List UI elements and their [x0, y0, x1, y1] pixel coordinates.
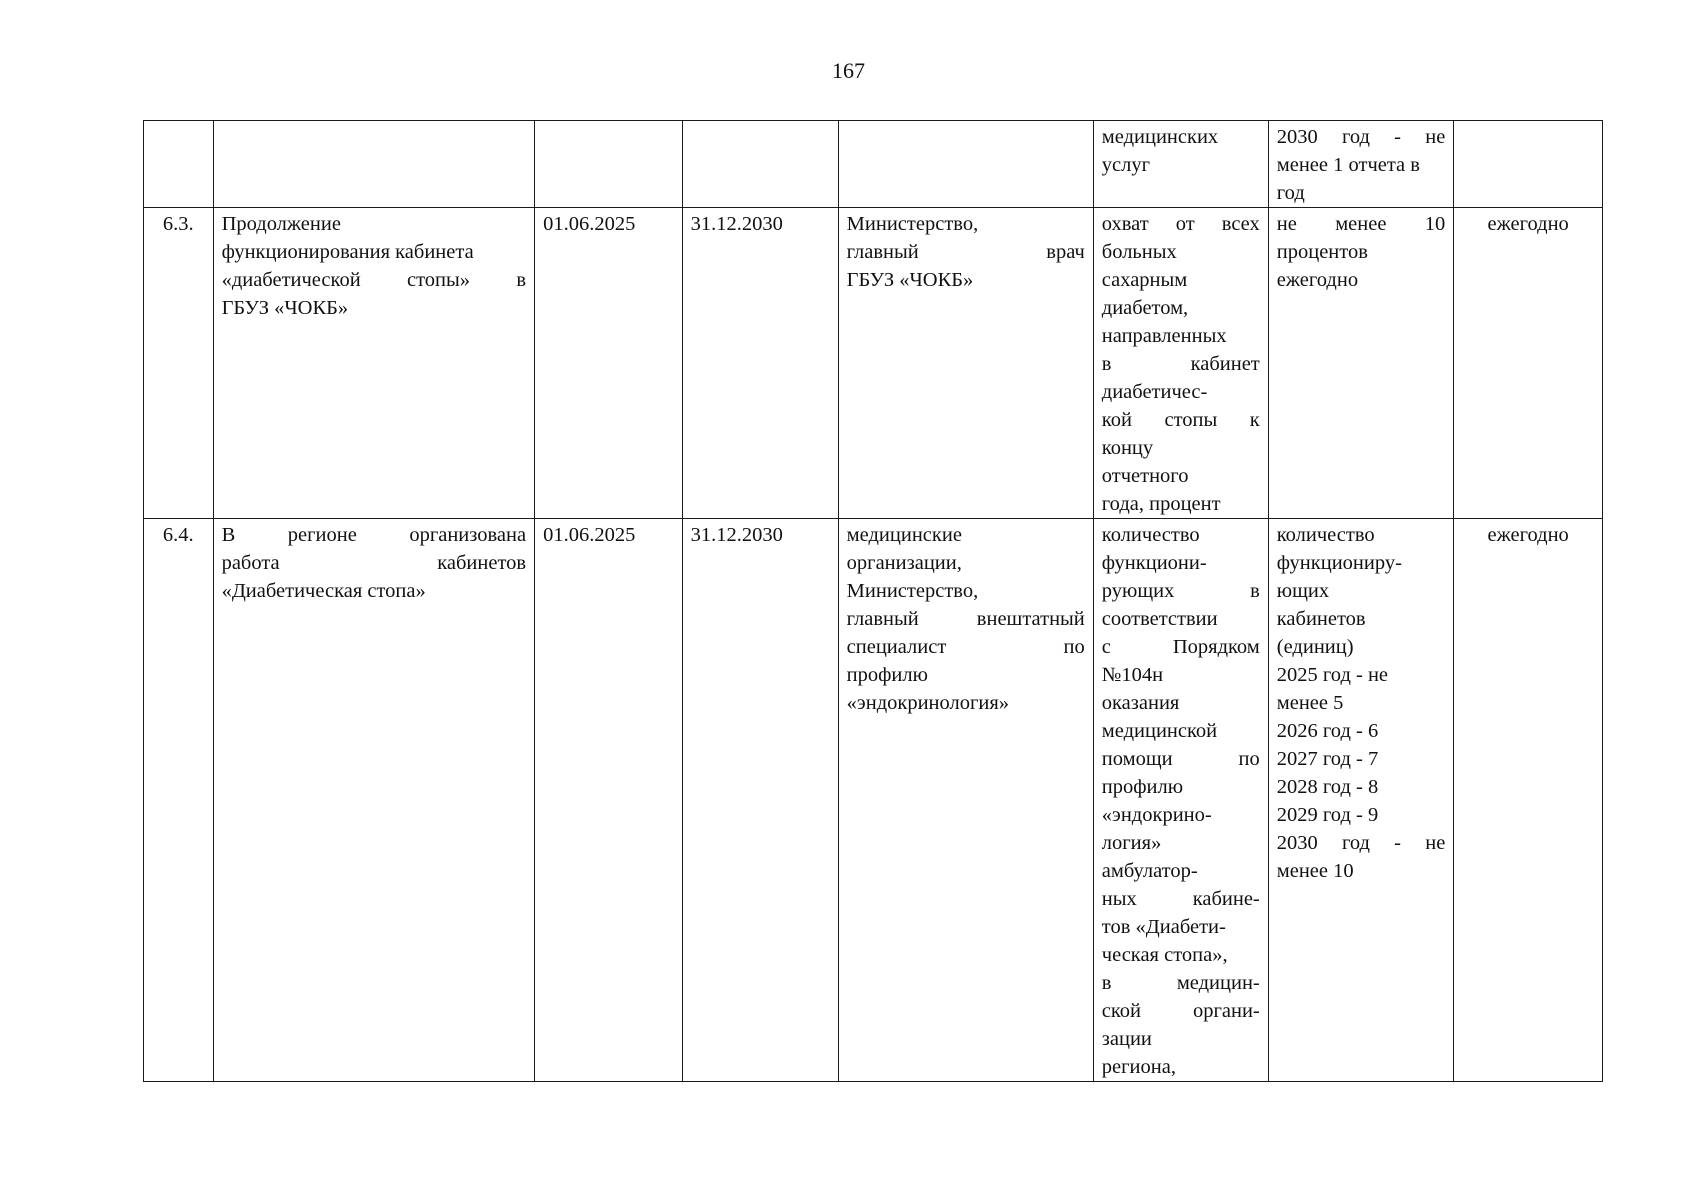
- cell-line: работа кабинетов: [221, 552, 527, 574]
- cell-frequency: ежегодно: [1454, 208, 1603, 519]
- cell-line: диабетичес-: [1101, 381, 1208, 403]
- cell-line: услуг: [1101, 154, 1151, 176]
- cell-line: 2030 год - не: [1276, 126, 1446, 148]
- cell-line: «диабетической стопы» в: [221, 269, 527, 291]
- cell-line: оказания: [1101, 692, 1180, 714]
- cell-line: соответствии: [1101, 608, 1218, 630]
- cell-line: направленных: [1101, 325, 1227, 347]
- cell-responsible: [838, 121, 1093, 208]
- cell-line: медицинских: [1101, 126, 1219, 148]
- cell-target: [1268, 121, 1454, 208]
- cell-number: 6.4.: [144, 519, 214, 1082]
- cell-line: менее 10: [1276, 860, 1354, 882]
- cell-line: профилю: [1101, 776, 1184, 798]
- cell-line: «эндокринология»: [846, 692, 1010, 714]
- cell-line: амбулатор-: [1101, 860, 1198, 882]
- cell-line: 2030 год - не: [1276, 832, 1446, 854]
- cell-line: концу: [1101, 437, 1154, 459]
- cell-target: [1268, 519, 1454, 1082]
- page-number: 167: [832, 58, 865, 83]
- cell-line: главный врач: [846, 241, 1085, 263]
- cell-responsible: [838, 208, 1093, 519]
- cell-line: не менее 10: [1276, 213, 1446, 235]
- table-row: [144, 208, 1603, 519]
- cell-line: в кабинет: [1101, 353, 1260, 375]
- plan-table: [143, 120, 1603, 1082]
- cell-line: специалист по: [846, 636, 1085, 658]
- cell-line: кабинетов: [1276, 608, 1366, 630]
- cell-line: сахарным: [1101, 269, 1188, 291]
- cell-line: ской органи-: [1101, 1000, 1260, 1022]
- cell-frequency: ежегодно: [1454, 519, 1603, 1082]
- cell-line: кой стопы к: [1101, 409, 1260, 431]
- cell-start-date: [535, 121, 683, 208]
- cell-line: ежегодно: [1276, 269, 1359, 291]
- cell-line: функционирования кабинета: [221, 241, 474, 263]
- cell-line: ГБУЗ «ЧОКБ»: [846, 269, 974, 291]
- cell-line: медицинской: [1101, 720, 1218, 742]
- cell-line: количество: [1101, 524, 1200, 546]
- cell-line: главный внештатный: [846, 608, 1085, 630]
- cell-line: В регионе организована: [221, 524, 527, 546]
- cell-line: функциониру-: [1276, 552, 1402, 574]
- cell-end-date: 31.12.2030: [682, 208, 838, 519]
- cell-line: диабетом,: [1101, 297, 1189, 319]
- cell-event: [213, 208, 535, 519]
- cell-line: тов «Диабети-: [1101, 916, 1226, 938]
- cell-line: (единиц): [1276, 636, 1354, 658]
- table-row: [144, 519, 1603, 1082]
- cell-line: зации: [1101, 1028, 1152, 1050]
- cell-line: функциони-: [1101, 552, 1207, 574]
- cell-line: 2028 год - 8: [1276, 776, 1379, 798]
- cell-end-date: [682, 121, 838, 208]
- cell-line: медицинские: [846, 524, 962, 546]
- cell-line: ных кабине-: [1101, 888, 1260, 910]
- cell-line: больных: [1101, 241, 1177, 263]
- cell-start-date: 01.06.2025: [535, 208, 683, 519]
- cell-indicator: [1093, 519, 1268, 1082]
- cell-line: отчетного: [1101, 465, 1189, 487]
- cell-line: логия»: [1101, 832, 1162, 854]
- cell-start-date: 01.06.2025: [535, 519, 683, 1082]
- cell-end-date: 31.12.2030: [682, 519, 838, 1082]
- cell-line: организации,: [846, 552, 962, 574]
- cell-event: [213, 519, 535, 1082]
- cell-indicator: [1093, 208, 1268, 519]
- cell-line: Министерство,: [846, 580, 979, 602]
- cell-line: 2025 год - не: [1276, 664, 1389, 686]
- cell-frequency: [1454, 121, 1603, 208]
- cell-line: помощи по: [1101, 748, 1260, 770]
- cell-responsible: [838, 519, 1093, 1082]
- cell-event: [213, 121, 535, 208]
- cell-line: года, процент: [1101, 493, 1221, 515]
- cell-number: [144, 121, 214, 208]
- cell-target: [1268, 208, 1454, 519]
- cell-line: Министерство,: [846, 213, 979, 235]
- cell-line: ческая стопа»,: [1101, 944, 1228, 966]
- cell-line: количество: [1276, 524, 1375, 546]
- cell-indicator: [1093, 121, 1268, 208]
- cell-line: в медицин-: [1101, 972, 1260, 994]
- cell-line: 2026 год - 6: [1276, 720, 1379, 742]
- cell-line: региона,: [1101, 1056, 1176, 1078]
- cell-line: профилю: [846, 664, 928, 686]
- cell-line: 2029 год - 9: [1276, 804, 1379, 826]
- cell-line: ющих: [1276, 580, 1330, 602]
- cell-line: менее 1 отчета в: [1276, 154, 1420, 176]
- cell-number: 6.3.: [144, 208, 214, 519]
- cell-line: «Диабетическая стопа»: [221, 580, 426, 602]
- cell-line: процентов: [1276, 241, 1368, 263]
- cell-line: «эндокрино-: [1101, 804, 1212, 826]
- cell-line: с Порядком: [1101, 636, 1260, 658]
- table-row: [144, 121, 1603, 208]
- cell-line: Продолжение: [221, 213, 341, 235]
- cell-line: рующих в: [1101, 580, 1260, 602]
- cell-line: охват от всех: [1101, 213, 1260, 235]
- cell-line: 2027 год - 7: [1276, 748, 1379, 770]
- cell-line: ГБУЗ «ЧОКБ»: [221, 297, 349, 319]
- cell-line: №104н: [1101, 664, 1164, 686]
- cell-line: менее 5: [1276, 692, 1344, 714]
- cell-line: год: [1276, 182, 1305, 204]
